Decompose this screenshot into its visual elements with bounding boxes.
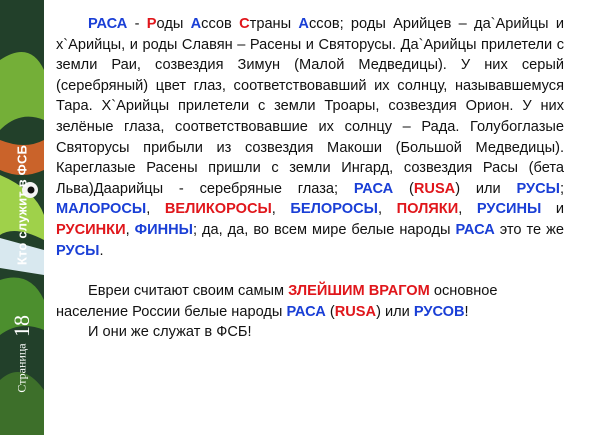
text-run: ( bbox=[325, 303, 335, 320]
page-label: Страница bbox=[14, 343, 29, 393]
text-run: , bbox=[377, 201, 397, 218]
highlight-red: ВЕЛИКОРОСЫ bbox=[164, 201, 272, 218]
highlight-red: РУСИНКИ bbox=[56, 221, 126, 238]
text-run: . bbox=[99, 242, 104, 259]
text-run: ( bbox=[393, 180, 414, 197]
text-run: ; да, да, во всем мире белые народы bbox=[192, 221, 456, 238]
highlight-blue: РУСОВ bbox=[413, 303, 465, 320]
main-text bbox=[56, 14, 564, 343]
highlight-blue: А bbox=[190, 16, 202, 32]
highlight-red: Р bbox=[146, 16, 157, 32]
text-run: траны bbox=[249, 16, 299, 32]
text-run: Евреи считают своим самым bbox=[88, 283, 289, 300]
text-run: ссов; роды Арийцев – да`Арийцы и х`Арийцы, и роды Славян – Расены и Святорусы. Да`Арийцы прилетели с земли Раи, созвездия Зимун (Малой Медведицы). У них серый (серебряный) цвет глаз, соответствовавший их солнцу, называвшемуся Тара. Х`Арийцы прилетели с земли Троары, созвездия Орион. У них зелёные глаза, соответствовавшие их солнцу – Рада. Голубоглазые Святорусы прибыли из созвездия Макоши (Большой Медведицы). Кареглазые Расены пришли с земли Ингард, созвездия Расы (бета Льва)Даарийцы - серебряные глаза; bbox=[56, 16, 564, 197]
text-run: , bbox=[125, 221, 135, 238]
text-run: , bbox=[146, 201, 165, 218]
text-run: ссов bbox=[201, 16, 240, 32]
highlight-red: ПОЛЯКИ bbox=[396, 201, 459, 218]
highlight-blue: ФИННЫ bbox=[134, 221, 193, 238]
highlight-blue: РУСИНЫ bbox=[476, 201, 542, 218]
paragraph-1 bbox=[56, 14, 564, 261]
text-run: основное население России белые народы bbox=[56, 283, 498, 320]
highlight-blue: РУСЫ bbox=[516, 180, 560, 197]
highlight-blue: РУСЫ bbox=[56, 242, 100, 259]
text-run: ! bbox=[464, 303, 469, 320]
text-run: , bbox=[271, 201, 291, 218]
highlight-blue: РАСА bbox=[353, 180, 394, 197]
text-run: ) или bbox=[376, 303, 414, 320]
highlight-blue: А bbox=[298, 16, 309, 32]
highlight-red: RUSA bbox=[334, 303, 377, 320]
highlight-red: С bbox=[239, 16, 250, 32]
highlight-blue: МАЛОРОСЫ bbox=[56, 201, 147, 218]
side-caption: Кто служит в ФСБ bbox=[14, 144, 30, 266]
paragraph-2 bbox=[56, 281, 564, 322]
text-run: - bbox=[127, 16, 147, 32]
highlight-blue: РАСА bbox=[455, 221, 495, 238]
highlight-red: RUSA bbox=[413, 180, 456, 197]
text-run: ) или bbox=[455, 180, 517, 197]
text-run: это те же bbox=[494, 221, 565, 238]
text-run: и bbox=[541, 201, 565, 218]
highlight-red: ЗЛЕЙШИМ ВРАГОМ bbox=[288, 283, 430, 300]
text-run: оды bbox=[156, 16, 191, 32]
text-run: ; bbox=[559, 180, 564, 197]
highlight-blue: РАСА bbox=[286, 303, 326, 320]
paragraph-3: И они же служат в ФСБ! bbox=[88, 324, 252, 341]
side-strip bbox=[0, 0, 44, 435]
page-number: 18 bbox=[9, 315, 34, 337]
highlight-blue: РАСА bbox=[88, 16, 128, 32]
highlight-blue: БЕЛОРОСЫ bbox=[290, 201, 378, 218]
text-run: , bbox=[458, 201, 477, 218]
